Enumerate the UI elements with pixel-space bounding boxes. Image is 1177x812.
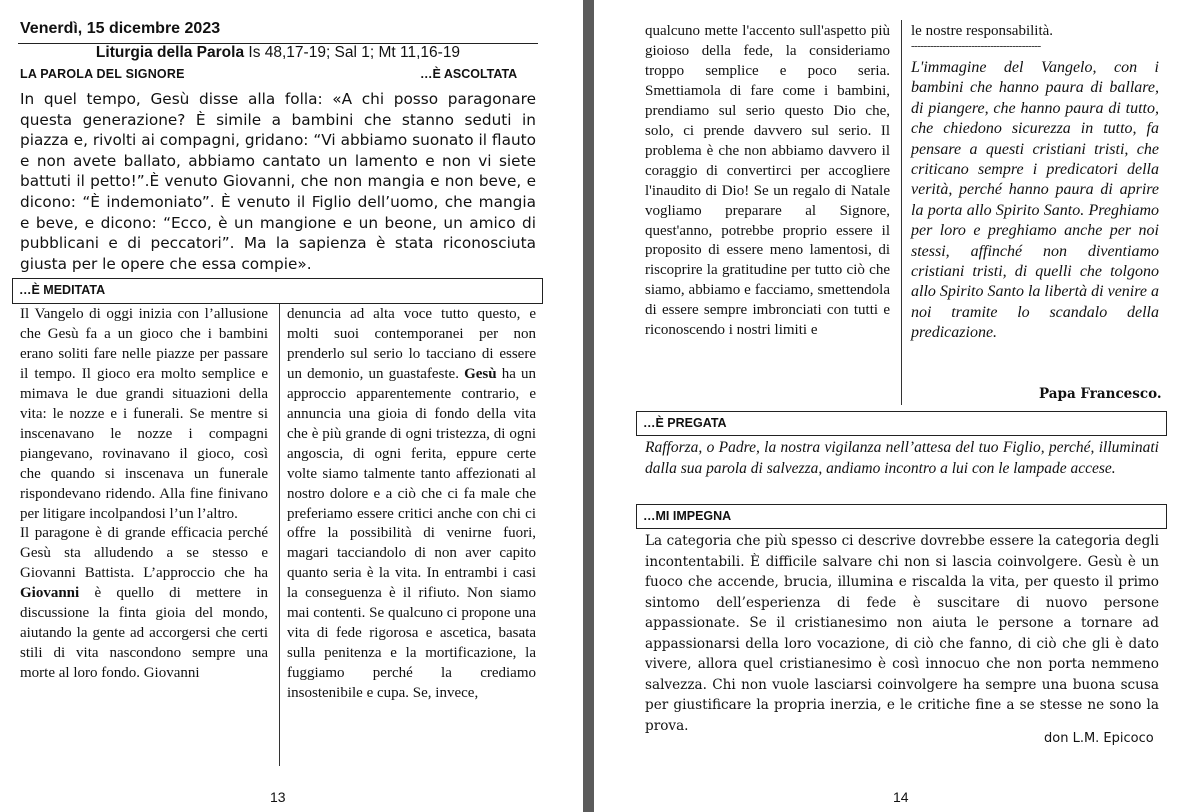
meditation-bold-giovanni: Giovanni bbox=[20, 585, 80, 602]
left-page bbox=[0, 0, 583, 812]
meditation-col2-start: denuncia ad alta voce tutto questo, e molti suoi contemporanei per non prenderlo sul serio lo tacciano di essere un demonio, un guastafeste. bbox=[287, 306, 536, 382]
meditation-bold-gesu: Gesù bbox=[464, 365, 497, 382]
section-impegna-box bbox=[636, 504, 1167, 529]
commitment-text: La categoria che più spesso ci descrive dovrebbe essere la categoria degli incontentabili. È difficile salvare chi non si lascia coinvolgere. Gesù è un fuoco che accende, brucia, illumina e riscalda la vita, per questo il primo sintomo dell’esperienza di fede è suscitare di nuovo persone appassionate. Se il cristianesimo non aiuta le persone a tornare ad appassionarsi della loro vocazione, di ciò che fanno, di ciò che gli è dato vivere, allora quel cristianesimo è così innocuo che non porta nemmeno salvezza. Chi non vuole lasciarsi coinvolgere ha sempre una buona scusa per giustificare la propria inerzia, e le critiche fine a se stesse ne sono la prova. bbox=[645, 533, 1159, 734]
section-meditata-heading: …È MEDITATA bbox=[19, 283, 106, 297]
col4-intro: le nostre responsabilità. bbox=[911, 23, 1054, 39]
liturgy-line bbox=[18, 44, 538, 62]
section-pregata-heading: …È PREGATA bbox=[643, 416, 727, 430]
pope-quote: L'immagine del Vangelo, con i bambini che hanno paura di ballare, di piangere, che hanno paura di tutto, che chiedono sicurezza in tutto, fa pensare a questi cristiani tristi, che criticano sempre i predicatori della verità, perché hanno paura di aprire la porta allo Spirito Santo. Preghiamo per loro e preghiamo anche per noi stessi, affinché non diventiamo cristiani tristi, di quelli che tolgono allo Spirito Santo la libertà di venire a noi tramite lo scandalo della predicazione. bbox=[911, 59, 1159, 342]
section-impegna-heading: …MI IMPEGNA bbox=[643, 509, 732, 523]
section-meditata-box bbox=[12, 278, 543, 304]
separator-dashes: ----------------------------------------- bbox=[911, 40, 1041, 52]
section-ascoltata-heading: …È ASCOLTATA bbox=[420, 67, 518, 81]
meditation-column-1 bbox=[20, 305, 268, 684]
meditation-column-2 bbox=[287, 305, 536, 704]
liturgy-label: Liturgia della Parola bbox=[95, 44, 245, 61]
meditation-paragraph-2-end: è quello di mettere in discussione la finta gioia del mondo, aiutando la gente ad accorgersi che certi stili di vita nascondono sempre una morte al loro fondo. Giovanni bbox=[20, 585, 268, 682]
meditation-col2-end: ha un approccio apparentemente contrario, e annuncia una gioia di fondo della vita che è più grande di ogni tristezza, di ogni angoscia, di ogni ferita, eppure certe volte siamo talmente tanto affezionati al nostro dolore e a ciò che ci fa male che preferiamo essere critici anche con chi ci offre la possibilità di venirne fuori, magari tacciandolo di non aver capito quanto seria è la vita. In entrambi i casi la conseguenza è il rifiuto. Non siamo mai contenti. Se qualcuno ci propone una vita di fede rigorosa e ascetica, basata sulla penitenza e la mortificazione, la fuggiamo perché la crediamo insostenibile e cupa. Se, invece, bbox=[287, 365, 536, 702]
liturgy-references: Is 48,17-19; Sal 1; Mt 11,16-19 bbox=[244, 44, 461, 61]
right-page bbox=[594, 0, 1177, 812]
meditation-paragraph-2-start: Il paragone è di grande efficacia perché Gesù sta alludendo a se stesso e Giovanni Battista. L’approccio che ha bbox=[20, 525, 268, 582]
page-number-left: 13 bbox=[270, 789, 286, 805]
commitment-author: don L.M. Epicoco bbox=[1044, 731, 1154, 746]
page-number-right: 14 bbox=[893, 789, 909, 805]
gospel-text: In quel tempo, Gesù disse alla folla: «A chi posso paragonare questa generazione? È simile a bambini che stanno seduti in piazza e, rivolti ai compagni, gridano: “Vi abbiamo suonato il flauto e non avete ballato, abbiamo cantato un lamento e non vi siete battuti il petto!”.È venuto Giovanni, che non mangia e non beve, e dicono: “È indemoniato”. È venuto il Figlio dell’uomo, che mangia e beve, e dicono: “Ecco, è un mangione e un beone, un amico di pubblicani e di peccatori”. Ma la sapienza è stata riconosciuta giusta per le opere che essa compie». bbox=[20, 90, 536, 273]
quote-author: Papa Francesco. bbox=[1039, 386, 1162, 402]
section-parola-heading: LA PAROLA DEL SIGNORE bbox=[20, 67, 185, 81]
meditation-paragraph-2 bbox=[20, 524, 268, 684]
meditation-column-3: qualcuno mette l'accento sull'aspetto più gioioso della fede, la consideriamo troppo semplice e poco seria. Smettiamola di fare come i bambini, prendiamo sul serio questo Dio che, solo, ci prende davvero sul serio. Il problema è che non abbiamo davvero il coraggio di convertirci per accogliere l'inaudito di Dio! Se un regalo di Natale vogliamo preparare al Signore, quest'anno, potrebbe proprio essere il proposito di essere meno lamentosi, di riscoprire la gratitudine per tutto ciò che siamo, abbiamo e facciamo, smettendola di essere sempre imbronciati con tutti e riconoscendo i nostri limiti e bbox=[645, 23, 890, 339]
column-divider-right bbox=[901, 20, 902, 405]
section-pregata-box bbox=[636, 411, 1167, 436]
date-heading: Venerdì, 15 dicembre 2023 bbox=[20, 20, 221, 37]
column-divider bbox=[279, 304, 280, 766]
meditation-paragraph-1: Il Vangelo di oggi inizia con l’allusione che Gesù fa a un gioco che i bambini erano soliti fare nelle piazze per passare il tempo. Il gioco era molto semplice e mimava le due grandi situazioni della vita: le nozze e i funerali. Se mentre si inscenavano le nozze i compagni piangevano, rovinavano il gioco, così che quando si inscenava un funerale rispondevano ridendo. Alla fine finivano per litigare incolpandosi l’un l’altro. bbox=[20, 306, 268, 522]
prayer-text: Rafforza, o Padre, la nostra vigilanza nell’attesa del tuo Figlio, perché, illuminati dalla sua parola di salvezza, andiamo incontro a lui con le lampade accese. bbox=[645, 439, 1159, 477]
